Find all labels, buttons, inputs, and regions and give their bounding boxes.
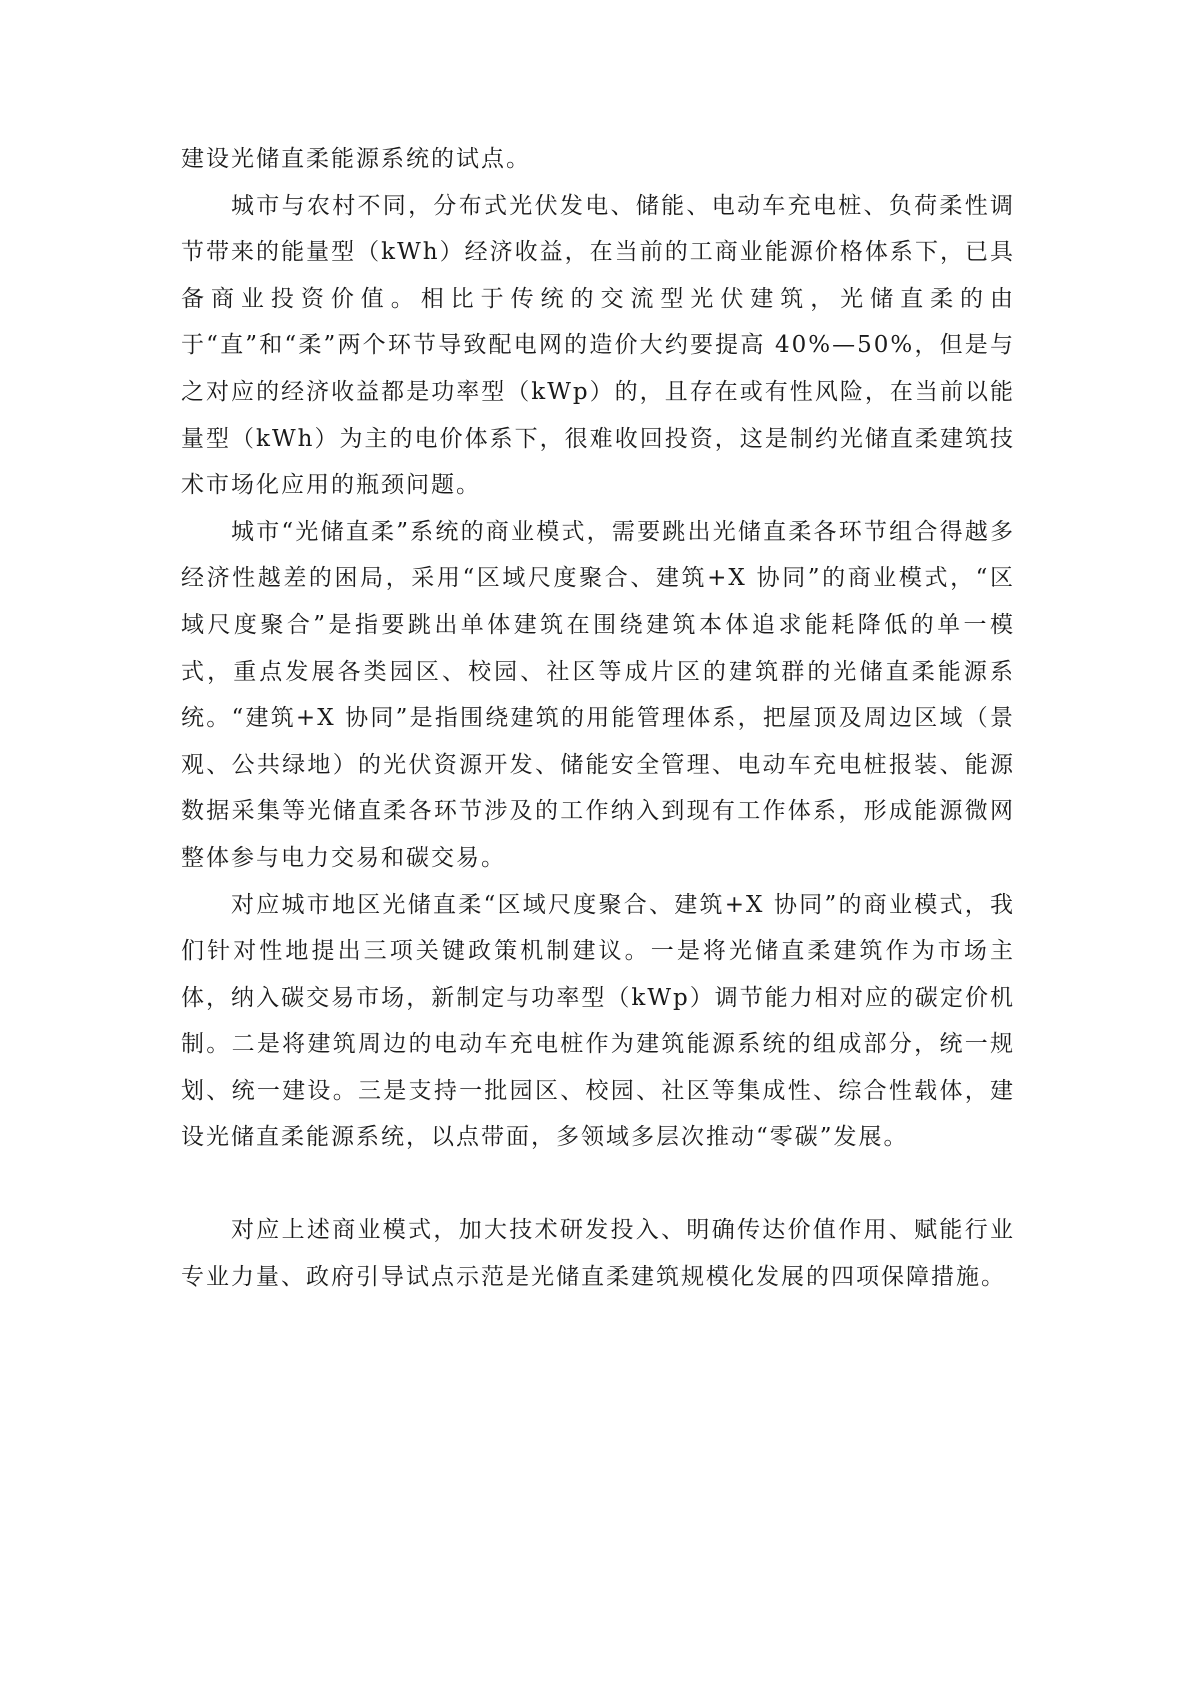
paragraph-5: 对应上述商业模式，加大技术研发投入、明确传达价值作用、赋能行业专业力量、政府引导试点示范是光储直柔建筑规模化发展的四项保障措施。	[181, 1217, 1015, 1290]
paragraph-4: 对应城市地区光储直柔“区域尺度聚合、建筑+X 协同”的商业模式，我们针对性地提出三项关键政策机制建议。一是将光储直柔建筑作为市场主体，纳入碳交易市场，新制定与功率型（kWp）调节能力相对应的碳定价机制。二是将建筑周边的电动车充电桩作为建筑能源系统的组成部分，统一规划、统一建设。三是支持一批园区、校园、社区等集成性、综合性载体，建设光储直柔能源系统，以点带面，多领域多层次推动“零碳”发展。	[181, 891, 1015, 1151]
paragraph-1: 建设光储直柔能源系统的试点。	[181, 146, 531, 172]
document-page	[181, 136, 1015, 1300]
paragraph-2: 城市与农村不同，分布式光伏发电、储能、电动车充电桩、负荷柔性调节带来的能量型（kWh）经济收益，在当前的工商业能源价格体系下，已具备商业投资价值。相比于传统的交流型光伏建筑，光储直柔的由于“直”和“柔”两个环节导致配电网的造价大约要提高 40%—50%，但是与之对应的经济收益都是功率型（kWp）的，且存在或有性风险，在当前以能量型（kWh）为主的电价体系下，很难收回投资，这是制约光储直柔建筑技术市场化应用的瓶颈问题。	[181, 192, 1015, 499]
paragraph-3: 城市“光储直柔”系统的商业模式，需要跳出光储直柔各环节组合得越多经济性越差的困局，采用“区域尺度聚合、建筑+X 协同”的商业模式，“区域尺度聚合”是指要跳出单体建筑在围绕建筑本体追求能耗降低的单一模式，重点发展各类园区、校园、社区等成片区的建筑群的光储直柔能源系统。“建筑+X 协同”是指围绕建筑的用能管理体系，把屋顶及周边区域（景观、公共绿地）的光伏资源开发、储能安全管理、电动车充电桩报装、能源数据采集等光储直柔各环节涉及的工作纳入到现有工作体系，形成能源微网整体参与电力交易和碳交易。	[181, 518, 1015, 871]
